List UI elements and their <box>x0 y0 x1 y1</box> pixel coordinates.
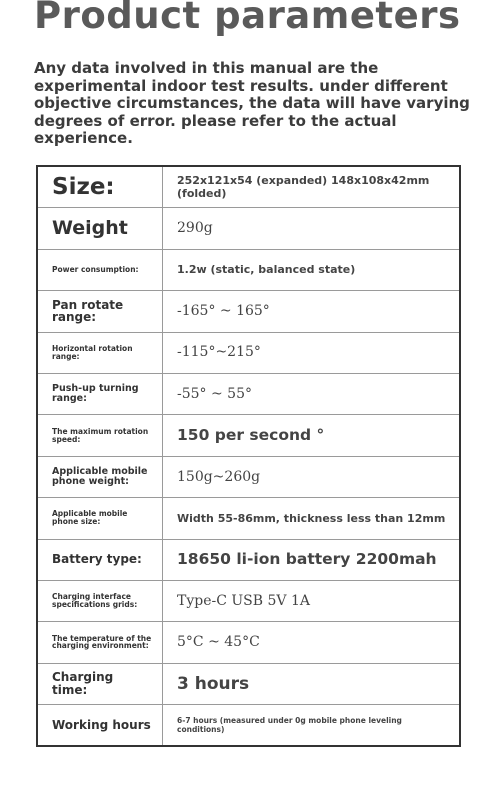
table-row <box>37 332 460 373</box>
table-row <box>37 663 460 704</box>
page-title: Product parameters <box>34 0 461 37</box>
row-label-power: Power consumption: <box>37 249 163 290</box>
row-label-push-up-range: Push-up turning range: <box>37 373 163 414</box>
table-row <box>37 291 460 332</box>
table-row <box>37 498 460 539</box>
row-label-size: Size: <box>37 166 163 208</box>
table-row <box>37 208 460 249</box>
row-label-weight: Weight <box>37 208 163 249</box>
row-value-charging-interface: Type-C USB 5V 1A <box>163 580 461 621</box>
table-row <box>37 622 460 663</box>
row-value-max-speed: 150 per second ° <box>163 415 461 456</box>
row-value-power: 1.2w (static, balanced state) <box>163 249 461 290</box>
table-row <box>37 456 460 497</box>
row-label-working-hours: Working hours <box>37 705 163 747</box>
table-row <box>37 373 460 414</box>
row-label-phone-size: Applicable mobile phone size: <box>37 498 163 539</box>
row-label-charging-temperature: The temperature of the charging environment: <box>37 622 163 663</box>
row-label-pan-range: Pan rotate range: <box>37 291 163 332</box>
row-value-charging-time: 3 hours <box>163 663 461 704</box>
row-value-pan-range: -165° ~ 165° <box>163 291 461 332</box>
row-value-phone-size: Width 55-86mm, thickness less than 12mm <box>163 498 461 539</box>
table-row <box>37 166 460 208</box>
table-row <box>37 539 460 580</box>
row-label-horizontal-range: Horizontal rotation range: <box>37 332 163 373</box>
intro-paragraph: Any data involved in this manual are the experimental indoor test results. under different objective circumstances, the data will have varying degrees of error. please refer to the actual experience. <box>34 59 470 147</box>
row-label-phone-weight: Applicable mobile phone weight: <box>37 456 163 497</box>
row-value-battery-type: 18650 li-ion battery 2200mah <box>163 539 461 580</box>
row-value-push-up-range: -55° ~ 55° <box>163 373 461 414</box>
row-value-size: 252x121x54 (expanded) 148x108x42mm (folded) <box>163 166 461 208</box>
table-row <box>37 705 460 747</box>
row-label-battery-type: Battery type: <box>37 539 163 580</box>
row-value-working-hours: 6-7 hours (measured under 0g mobile phone leveling conditions) <box>163 705 461 747</box>
row-value-phone-weight: 150g~260g <box>163 456 461 497</box>
table-row <box>37 249 460 290</box>
table-row <box>37 580 460 621</box>
row-label-charging-interface: Charging interface specifications grids: <box>37 580 163 621</box>
row-value-charging-temperature: 5°C ~ 45°C <box>163 622 461 663</box>
row-label-max-speed: The maximum rotation speed: <box>37 415 163 456</box>
row-value-horizontal-range: -115°~215° <box>163 332 461 373</box>
row-value-weight: 290g <box>163 208 461 249</box>
spec-table <box>36 165 461 747</box>
table-row <box>37 415 460 456</box>
row-label-charging-time: Charging time: <box>37 663 163 704</box>
